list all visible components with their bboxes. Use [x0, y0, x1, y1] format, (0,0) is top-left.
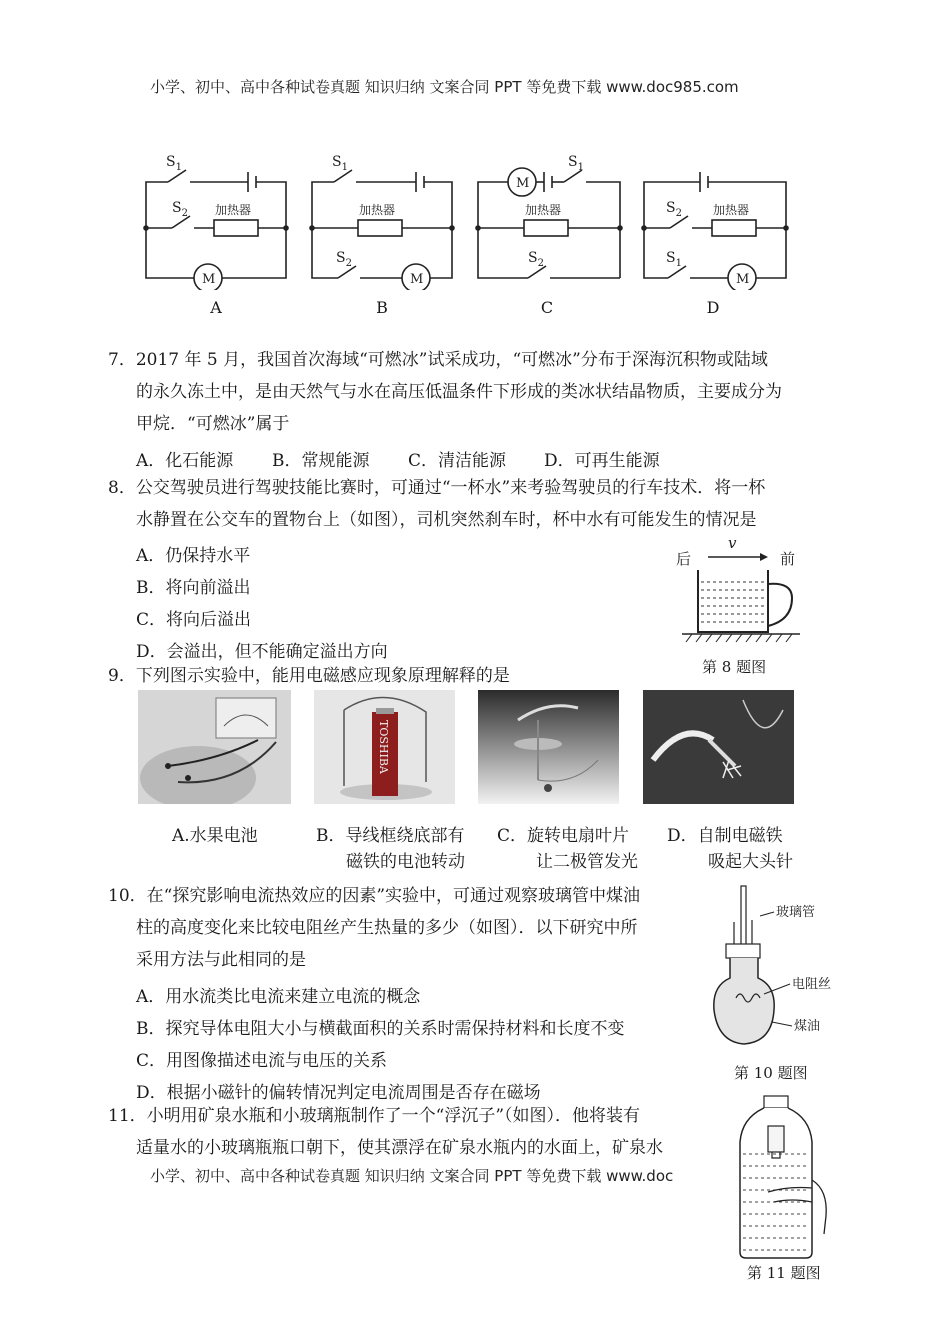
q8-velocity-label: v [728, 534, 737, 552]
q10-line-3: 采用方法与此相同的是 [136, 950, 306, 970]
q10-tube-label: 玻璃管 [776, 905, 816, 920]
circuit-d [644, 172, 786, 290]
q9-photo-d-electromagnet [643, 690, 794, 804]
q8-option-d: D．会溢出，但不能确定溢出方向 [136, 642, 388, 662]
page-footer: 小学、初中、高中各种试卷真题 知识归纳 文案合同 PPT 等免费下载 www.doc [150, 1167, 674, 1185]
q8-front-label: 前 [780, 550, 796, 568]
q8-figure-caption: 第 8 题图 [702, 658, 767, 676]
b-motor-label: M [410, 272, 424, 287]
q8-option-c: C．将向后溢出 [136, 610, 252, 630]
q9-caption-a: A.水果电池 [172, 826, 258, 846]
q10-wire-label: 电阻丝 [792, 977, 832, 992]
q7-line-1: 7．2017 年 5 月，我国首次海域“可燃冰”试采成功，“可燃冰”分布于深海沉积物或陆域 [108, 350, 768, 370]
circuit-b [312, 170, 452, 290]
circuit-label-c: C [540, 298, 554, 317]
battery-brand: TOSHIBA [377, 720, 390, 774]
circuit-a [146, 170, 286, 290]
page-header: 小学、初中、高中各种试卷真题 知识归纳 文案合同 PPT 等免费下载 www.doc985.com [150, 78, 739, 96]
q10-line-1: 10．在“探究影响电流热效应的因素”实验中，可通过观察玻璃管中煤油 [108, 886, 641, 906]
d-s1-label: $S_1$ [666, 250, 682, 269]
c-s2-label: $S_2$ [528, 250, 544, 269]
q8-line-1: 8．公交驾驶员进行驾驶技能比赛时，可通过“一杯水”来考验驾驶员的行车技术．将一杯 [108, 478, 766, 498]
c-heater-label: 加热器 [525, 203, 562, 217]
a-heater-label: 加热器 [215, 203, 252, 217]
circuit-label-a: A [210, 298, 222, 317]
b-heater-label: 加热器 [359, 203, 396, 217]
q9-caption-b-line1: B．导线框绕底部有 [316, 826, 465, 846]
circuit-label-d: D [706, 298, 720, 317]
q9-caption-b-line2: 磁铁的电池转动 [346, 852, 465, 872]
q9-photo-a-fruit-battery [138, 690, 291, 804]
circuit-diagrams [130, 140, 830, 290]
q9-caption-c-line2: 让二极管发光 [536, 852, 638, 872]
arrow-right-icon [760, 553, 768, 561]
q7-option-b: B．常规能源 [272, 451, 370, 471]
q9-photo-b-battery [314, 690, 455, 804]
q9-caption-c-line1: C．旋转电扇叶片 [497, 826, 630, 846]
q8-line-2: 水静置在公交车的置物台上（如图），司机突然刹车时，杯中水有可能发生的情况是 [136, 510, 757, 530]
b-s1-label: $S_1$ [332, 154, 348, 173]
q8-option-b: B．将向前溢出 [136, 578, 251, 598]
c-motor-label: M [516, 176, 530, 191]
q10-figure-caption: 第 10 题图 [734, 1064, 808, 1082]
q8-option-a: A．仍保持水平 [136, 546, 251, 566]
q10-option-d: D．根据小磁针的偏转情况判定电流周围是否存在磁场 [136, 1083, 541, 1103]
a-s2-label: $S_2$ [172, 200, 188, 219]
circuit-c [478, 168, 620, 278]
q11-line-2: 适量水的小玻璃瓶瓶口朝下，使其漂浮在矿泉水瓶内的水面上，矿泉水 [136, 1138, 663, 1158]
circuit-label-b: B [376, 298, 388, 317]
q7-option-c: C．清洁能源 [408, 451, 507, 471]
q7-line-3: 甲烷．“可燃冰”属于 [136, 414, 290, 434]
a-motor-label: M [202, 272, 216, 287]
b-s2-label: $S_2$ [336, 250, 352, 269]
q8-back-label: 后 [676, 550, 692, 568]
d-motor-label: M [736, 272, 750, 287]
c-s1-label: $S_1$ [568, 154, 584, 173]
q9-photo-c-fan [478, 690, 619, 804]
q8-cup-figure [668, 534, 808, 654]
q10-flask-figure [700, 882, 850, 1058]
q10-option-b: B．探究导体电阻大小与横截面积的关系时需保持材料和长度不变 [136, 1019, 625, 1039]
d-heater-label: 加热器 [713, 203, 750, 217]
q9-caption-d-line1: D．自制电磁铁 [667, 826, 783, 846]
q7-option-d: D．可再生能源 [544, 451, 660, 471]
q11-bottle-figure [728, 1094, 838, 1262]
q10-option-a: A．用水流类比电流来建立电流的概念 [136, 987, 421, 1007]
q7-option-a: A．化石能源 [136, 451, 234, 471]
q9-caption-d-line2: 吸起大头针 [708, 852, 793, 872]
q10-oil-label: 煤油 [794, 1019, 821, 1034]
d-s2-label: $S_2$ [666, 200, 682, 219]
q7-line-2: 的永久冻土中，是由天然气与水在高压低温条件下形成的类冰状结晶物质，主要成分为 [136, 382, 782, 402]
q10-option-c: C．用图像描述电流与电压的关系 [136, 1051, 388, 1071]
a-s1-label: $S_1$ [166, 154, 182, 173]
q11-figure-caption: 第 11 题图 [747, 1264, 821, 1282]
q9-stem: 9．下列图示实验中，能用电磁感应现象原理解释的是 [108, 666, 510, 686]
q10-line-2: 柱的高度变化来比较电阻丝产生热量的多少（如图）．以下研究中所 [136, 918, 638, 938]
q11-line-1: 11．小明用矿泉水瓶和小玻璃瓶制作了一个“浮沉子”（如图）．他将装有 [108, 1106, 641, 1126]
